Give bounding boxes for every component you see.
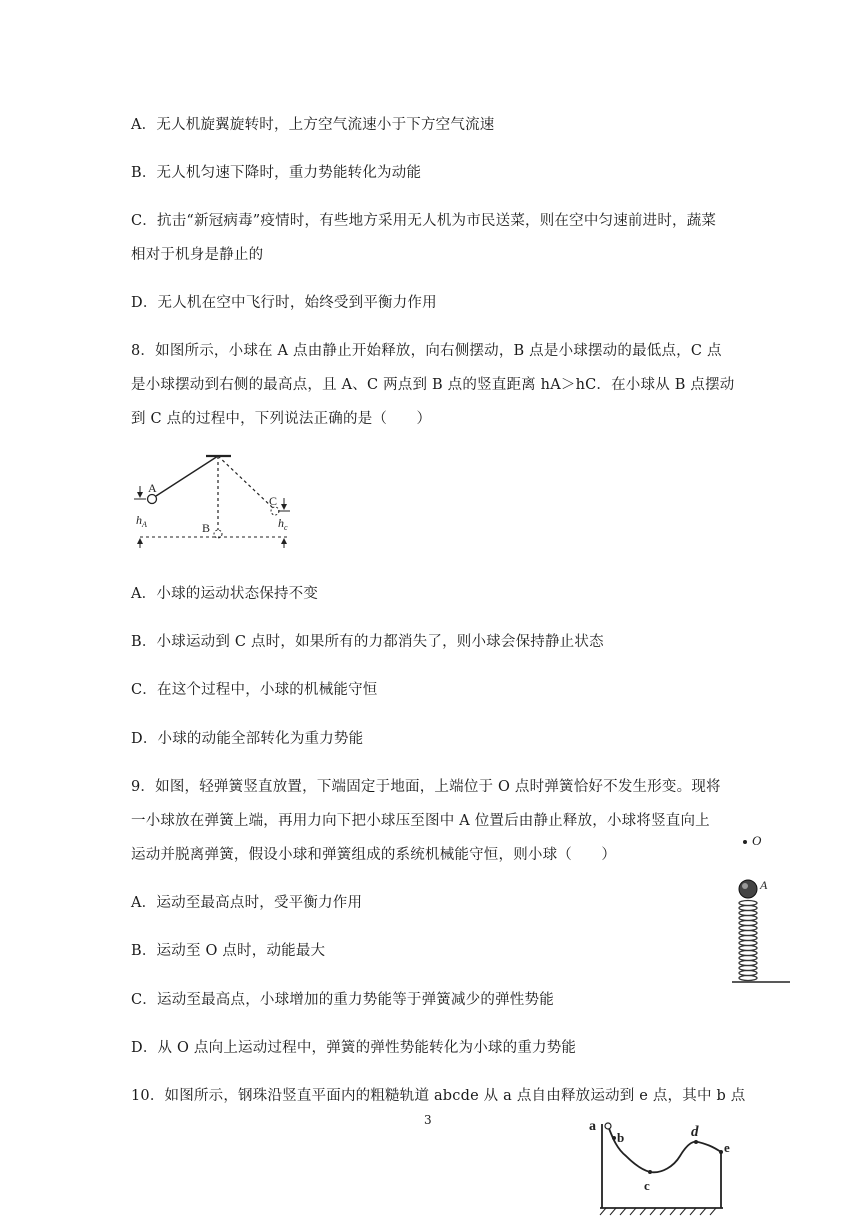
q9-option-d: D．从 O 点向上运动过程中，弹簧的弹性势能转化为小球的重力势能 xyxy=(131,1040,577,1056)
q8-option-b: B．小球运动到 C 点时，如果所有的力都消失了，则小球会保持静止状态 xyxy=(131,634,604,650)
q9-option-b: B．运动至 O 点时，动能最大 xyxy=(131,943,326,959)
label-o: O xyxy=(752,833,762,848)
q8-pendulum-figure xyxy=(128,448,308,552)
q9-stem-line1: 9．如图，轻弹簧竖直放置，下端固定于地面，上端位于 O 点时弹簧恰好不发生形变。现将 xyxy=(131,779,721,795)
track-abcde xyxy=(608,1126,721,1172)
q10-track-figure xyxy=(586,1116,736,1216)
q8-option-c: C．在这个过程中，小球的机械能守恒 xyxy=(131,682,378,698)
q8-stem-line2: 是小球摆动到右侧的最高点，且 A、C 两点到 B 点的竖直距离 hA＞hC．在小球从 B 点摆动 xyxy=(131,377,735,393)
label-e: e xyxy=(724,1140,730,1155)
ball-a xyxy=(148,495,157,504)
q9-spring-figure xyxy=(728,826,794,986)
q9-option-a: A．运动至最高点时，受平衡力作用 xyxy=(131,895,363,911)
label-a: a xyxy=(589,1119,596,1134)
ball-c xyxy=(271,507,279,515)
label-ha: $h_A$ xyxy=(136,513,147,529)
q7-option-a: A．无人机旋翼旋转时，上方空气流速小于下方空气流速 xyxy=(131,117,495,133)
label-d: d xyxy=(691,1124,699,1140)
q7-option-d: D．无人机在空中飞行时，始终受到平衡力作用 xyxy=(131,295,437,311)
q10-stem-line1: 10．如图所示，钢珠沿竖直平面内的粗糙轨道 abcde 从 a 点自由释放运动到 e 点，其中 b 点 xyxy=(131,1088,746,1104)
q9-option-c: C．运动至最高点，小球增加的重力势能等于弹簧减少的弹性势能 xyxy=(131,992,554,1008)
label-b: b xyxy=(617,1130,625,1145)
q7-option-b: B．无人机匀速下降时，重力势能转化为动能 xyxy=(131,165,422,181)
label-c: C xyxy=(269,494,278,508)
label-a: A xyxy=(148,481,157,495)
q7-option-c-line1: C．抗击“新冠病毒”疫情时，有些地方采用无人机为市民送菜，则在空中匀速前进时，蔬菜 xyxy=(131,213,717,229)
spring xyxy=(739,901,757,981)
label-a: A xyxy=(760,878,768,892)
q8-stem-line1: 8．如图所示，小球在 A 点由静止开始释放，向右侧摆动，B 点是小球摆动的最低点，C 点 xyxy=(131,343,722,359)
q7-option-c-line2: 相对于机身是静止的 xyxy=(131,247,264,263)
q8-option-a: A．小球的运动状态保持不变 xyxy=(131,586,319,602)
page-number: 3 xyxy=(424,1113,432,1127)
q8-stem-line3: 到 C 点的过程中，下列说法正确的是（ ） xyxy=(131,411,432,427)
q9-stem-line3: 运动并脱离弹簧，假设小球和弹簧组成的系统机械能守恒，则小球（ ） xyxy=(131,847,617,863)
label-b: B xyxy=(202,521,211,535)
label-c: c xyxy=(644,1178,650,1193)
q9-stem-line2: 一小球放在弹簧上端，再用力向下把小球压至图中 A 位置后由静止释放，小球将竖直向上 xyxy=(131,813,710,829)
label-hc: $h_c$ xyxy=(278,516,288,532)
q8-option-d: D．小球的动能全部转化为重力势能 xyxy=(131,731,364,747)
ball-a xyxy=(739,880,757,898)
